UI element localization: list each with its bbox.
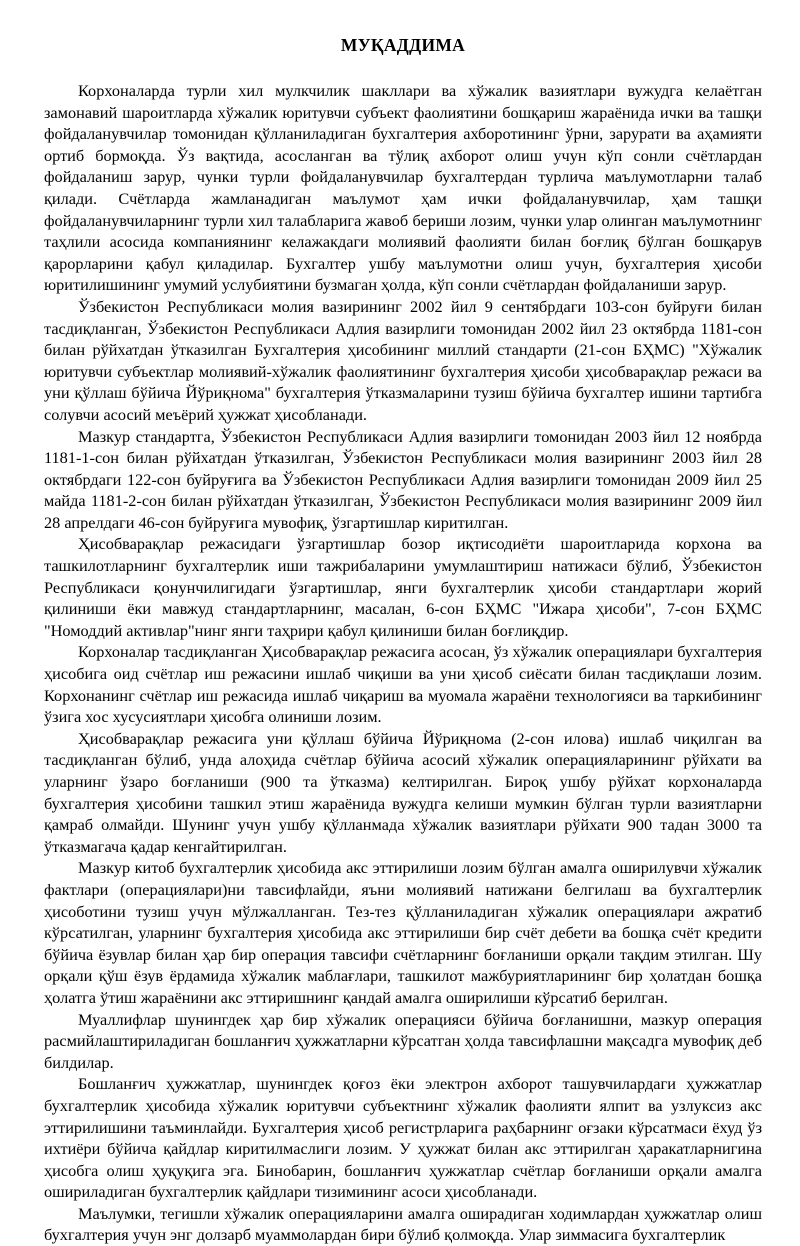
paragraph-8: Муаллифлар шунингдек ҳар бир хўжалик операцияси бўйича боғланишни, мазкур операция расмийлаштириладиган бошланғич ҳужжатларни кўрсатган ҳолда тавсифлашни мақсадга мувофиқ деб билдилар. bbox=[44, 1009, 762, 1072]
paragraph-1: Корхоналарда турли хил мулкчилик шакллари ва хўжалик вазиятлари вужудга келаётган замонавий шароитларда хўжалик юритувчи субъект фаолиятини бошқариш жараёнида ички ва ташқи фойдаланувчилар томонидан қўлланиладиган бухгалтерия ахборотининг ўрни, зарурати ва аҳамияти ортиб бормоқда. Ўз вақтида, асосланган ва тўлиқ ахборот олиш учун кўп сонли счётлардан фойдаланиш зарур, чунки турли фойдаланувчилар бухгалтердан турлича маълумотларни талаб қилади. Счётларда жамланадиган маълумот ҳам ички фойдаланувчилар, ҳам ташқи фойдаланувчиларнинг турли хил талабларига жавоб бериши лозим, чунки улар олинган маълумотнинг таҳлили асосида компаниянинг келажакдаги молиявий фаолияти билан боғлиқ бўлган бошқарув қарорларини қабул қиладилар. Бухгалтер ушбу маълумотни олиш учун, бухгалтерия ҳисоби юритилишининг умумий услубиятини бузмаган ҳолда, кўп сонли счётлардан фойдаланиши зарур. bbox=[44, 81, 762, 295]
paragraph-10: Маълумки, тегишли хўжалик операцияларини амалга оширадиган ходимлардан ҳужжатлар олиш бухгалтерия учун энг долзарб муаммолардан бири бўлиб қолмоқда. Улар зиммасига бухгалтерлик bbox=[44, 1203, 762, 1245]
paragraph-3: Мазкур стандартга, Ўзбекистон Республикаси Адлия вазирлиги томонидан 2003 йил 12 ноябрда 1181-1-сон билан рўйхатдан ўтказилган, Ўзбекистон Республикаси молия вазирининг 2003 йил 28 октябрдаги 122-сон буйруғига ва Ўзбекистон Республикаси Адлия вазирлиги томонидан 2009 йил 25 майда 1181-2-сон билан рўйхатдан ўтказилган, Ўзбекистон Республикаси молия вазирининг 2009 йил 28 апрелдаги 46-сон буйруғига мувофиқ, ўзгартишлар киритилган. bbox=[44, 426, 762, 532]
paragraph-5: Корхоналар тасдиқланган Ҳисобварақлар режасига асосан, ўз хўжалик операциялари бухгалтерия ҳисобига оид счётлар иш режасини ишлаб чиқиши ва уни ҳисоб сиёсати билан тасдиқлаши лозим. Корхонанинг счётлар иш режасида ишлаб чиқариш ва муомала жараёни технологияси ва таркибининг ўзига хос хусусиятлари ҳисобга олиниши лозим. bbox=[44, 642, 762, 727]
document-title: МУҚАДДИМА bbox=[340, 35, 466, 55]
paragraph-9: Бошланғич ҳужжатлар, шунингдек қоғоз ёки электрон ахборот ташувчилардаги ҳужжатлар бухгалтерлик ҳисобида хўжалик юритувчи субъектнинг хўжалик фаолияти ялпит ва узлуксиз акс эттирилишини таъминлайди. Бухгалтерия ҳисоб регистрларига раҳбарнинг оғзаки кўрсатмаси ёхуд ўз ихтиёри бўйича қайдлар киритилмаслиги лозим. У ҳужжат билан акс эттирилган ҳаракатларнигина ҳисобга олиш ҳуқуқига эга. Бинобарин, бошланғич ҳужжатлар счётлар боғланиши орқали амалга ошириладиган бухгалтерлик қайдлари тизимининг асоси ҳисобланади. bbox=[44, 1074, 762, 1202]
paragraph-6: Ҳисобварақлар режасига уни қўллаш бўйича Йўриқнома (2-сон илова) ишлаб чиқилган ва тасдиқланган бўлиб, унда алоҳида счётлар бўйича асосий хўжалик операцияларининг рўйхати ва уларнинг ўзаро боғланиши (900 та ўтказма) келтирилган. Бироқ ушбу рўйхат корхоналарда бухгалтерия ҳисобини ташкил этиш жараёнида вужудга келиши мумкин бўлган турли вазиятларни қамраб олмайди. Шунинг учун ушбу қўлланмада хўжалик вазиятлари рўйхати 900 тадан 3000 та ўтказмагача қадар кенгайтирилган. bbox=[44, 728, 762, 856]
paragraph-2: Ўзбекистон Республикаси молия вазирининг 2002 йил 9 сентябрдаги 103-сон буйруғи билан тасдиқланган, Ўзбекистон Республикаси Адлия вазирлиги томонидан 2002 йил 23 октябрда 1181-сон билан рўйхатдан ўтказилган Бухгалтерия ҳисобининг миллий стандарти (21-сон БҲМС) "Хўжалик юритувчи субъектлар молиявий-хўжалик фаолиятининг бухгалтерия ҳисоби ҳисобварақлар режаси ва уни қўллаш бўйича Йўриқнома" бухгалтерия ўтказмаларини тузиш бўйича бухгалтер ишини тартибга солувчи асосий меъёрий ҳужжат ҳисобланади. bbox=[44, 296, 762, 424]
paragraph-7: Мазкур китоб бухгалтерлик ҳисобида акс эттирилиши лозим бўлган амалга оширилувчи хўжалик фактлари (операциялари)ни тавсифлайди, яъни молиявий натижани белгилаш ва бухгалтерлик ҳисоботини тузиш учун мўлжалланган. Тез-тез қўлланиладиган хўжалик операциялари ажратиб кўрсатилган, уларнинг бухгалтерия ҳисобида акс эттирилиши бир счёт дебети ва бошқа счёт кредити бўйича ёзувлар билан ҳар бир операция тавсифи счётларнинг боғланиши орқали тақдим этилган. Шу орқали қўш ёзув ёрдамида хўжалик маблағлари, ташкилот мажбуриятларининг бир ҳолатдан бошқа ҳолатга ўтиш жараёнини акс эттиришнинг қандай амалга оширилиши кўрсатиб берилган. bbox=[44, 858, 762, 1007]
document-page bbox=[44, 34, 762, 1246]
paragraph-4: Ҳисобварақлар режасидаги ўзгартишлар бозор иқтисодиёти шароитларида корхона ва ташкилотларнинг бухгалтерлик иши тажрибаларини умумлаштириш натижаси бўлиб, Ўзбекистон Республикаси қонунчилигидаги ўзгартишлар, янги бухгалтерлик ҳисоби стандартлари жорий қилиниши ёки мавжуд стандартларнинг, масалан, 6-сон БҲМС "Ижара ҳисоби", 7-сон БҲМС "Номоддий активлар"нинг янги таҳрири қабул қилиниши билан боғлиқдир. bbox=[44, 534, 762, 640]
